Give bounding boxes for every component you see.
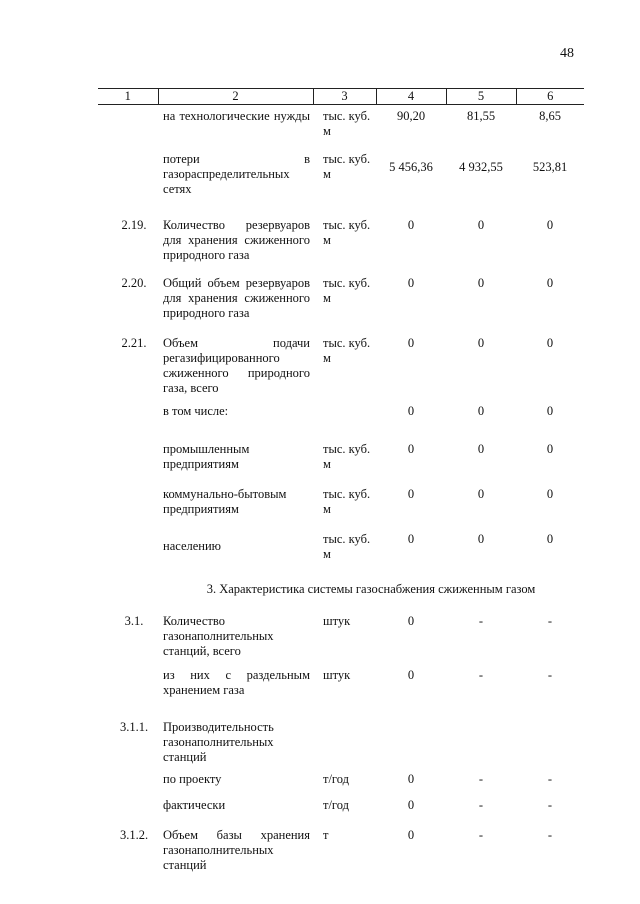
row-value-col4: 0 bbox=[407, 441, 415, 456]
row-number: 2.19. bbox=[121, 217, 147, 232]
row-value-col4: 5 456,36 bbox=[389, 159, 433, 174]
table-row bbox=[98, 404, 584, 434]
row-value-col4: 90,20 bbox=[396, 109, 426, 123]
row-value-col5: 0 bbox=[477, 441, 485, 456]
row-number bbox=[98, 152, 158, 208]
row-unit: тыс. куб. м bbox=[323, 531, 371, 561]
table-row bbox=[98, 766, 584, 794]
row-name: коммунально-бытовым предприятиям bbox=[163, 486, 287, 516]
row-number: 3.1.1. bbox=[119, 719, 149, 734]
row-name: из них с раздельным хранением газа bbox=[163, 667, 310, 697]
row-value-col6: 0 bbox=[546, 335, 554, 350]
row-number bbox=[98, 434, 158, 479]
row-value-col4: 0 bbox=[407, 827, 415, 842]
table-row bbox=[98, 710, 584, 766]
row-value-col5: 0 bbox=[477, 486, 485, 501]
data-table bbox=[98, 88, 584, 874]
row-name: на технологические нужды bbox=[163, 109, 310, 123]
row-unit: т bbox=[323, 827, 329, 842]
row-unit: т/год bbox=[323, 797, 350, 812]
header-col-6: 6 bbox=[516, 89, 584, 105]
row-number bbox=[98, 105, 158, 152]
row-value-col4: 0 bbox=[407, 486, 415, 501]
row-value-col6: 523,81 bbox=[532, 159, 568, 174]
table-row bbox=[98, 524, 584, 568]
row-value-col4 bbox=[376, 710, 446, 766]
row-number: 3.1.2. bbox=[119, 827, 149, 842]
row-value-col4: 0 bbox=[407, 217, 415, 232]
header-col-2: 2 bbox=[158, 89, 313, 105]
row-number: 2.21. bbox=[121, 335, 147, 350]
row-unit: т/год bbox=[323, 771, 350, 786]
table-row bbox=[98, 434, 584, 479]
row-value-col6: - bbox=[547, 771, 553, 786]
page-number: 48 bbox=[560, 46, 574, 61]
table-row bbox=[98, 610, 584, 668]
header-col-3: 3 bbox=[313, 89, 376, 105]
row-number: 3.1. bbox=[124, 613, 144, 628]
row-unit bbox=[313, 710, 376, 766]
row-value-col6: 0 bbox=[546, 531, 554, 546]
row-number bbox=[98, 404, 158, 434]
row-value-col4: 0 bbox=[407, 531, 415, 546]
row-value-col5: 0 bbox=[477, 275, 485, 290]
row-value-col5: 4 932,55 bbox=[459, 159, 503, 174]
section-3-title: 3. Характеристика системы газоснабжения сжиженным газом bbox=[206, 581, 536, 596]
row-value-col6: - bbox=[547, 613, 553, 628]
row-value-col6: 0 bbox=[546, 217, 554, 232]
row-unit: тыс. куб. м bbox=[323, 486, 371, 516]
table-header-row bbox=[98, 89, 584, 105]
row-value-col4: 0 bbox=[407, 771, 415, 786]
row-value-col6: - bbox=[547, 827, 553, 842]
row-unit: тыс. куб. м bbox=[323, 335, 371, 365]
row-value-col5: - bbox=[478, 613, 484, 628]
row-name: Количество газонаполнительных станций, всего bbox=[163, 613, 274, 658]
row-unit: тыс. куб. м bbox=[323, 217, 371, 247]
row-value-col4: 0 bbox=[407, 335, 415, 350]
row-value-col5: - bbox=[478, 771, 484, 786]
row-name: промышленным предприятиям bbox=[163, 441, 250, 471]
row-number bbox=[98, 794, 158, 824]
row-value-col6: 0 bbox=[546, 486, 554, 501]
table-row bbox=[98, 794, 584, 824]
row-value-col4: 0 bbox=[407, 275, 415, 290]
table-row bbox=[98, 266, 584, 326]
row-name: фактически bbox=[163, 797, 226, 812]
row-value-col5: 0 bbox=[477, 403, 485, 418]
row-value-col4: 0 bbox=[407, 667, 415, 682]
row-value-col5: 81,55 bbox=[466, 109, 496, 123]
table-row bbox=[98, 326, 584, 404]
row-value-col5: - bbox=[478, 797, 484, 812]
row-value-col4: 0 bbox=[407, 403, 415, 418]
table-row bbox=[98, 668, 584, 710]
table-row bbox=[98, 208, 584, 266]
table-row bbox=[98, 152, 584, 208]
row-value-col4: 0 bbox=[407, 613, 415, 628]
row-value-col4: 0 bbox=[407, 797, 415, 812]
row-value-col6: 0 bbox=[546, 275, 554, 290]
row-value-col6: 0 bbox=[546, 441, 554, 456]
row-name: по проекту bbox=[163, 771, 222, 786]
row-number bbox=[98, 766, 158, 794]
row-value-col5: 0 bbox=[477, 217, 485, 232]
row-name: Количество резервуаров для хранения сжиженного природного газа bbox=[163, 217, 310, 262]
header-col-5: 5 bbox=[446, 89, 516, 105]
row-number bbox=[98, 479, 158, 524]
header-col-1: 1 bbox=[98, 89, 158, 105]
row-unit: тыс. куб. м bbox=[323, 441, 371, 471]
row-unit: тыс. куб. м bbox=[323, 151, 371, 181]
row-value-col5: 0 bbox=[477, 531, 485, 546]
row-value-col6 bbox=[516, 710, 584, 766]
row-name: в том числе: bbox=[163, 403, 229, 418]
row-name: Объем базы хранения газонаполнительных станций bbox=[163, 827, 310, 872]
row-value-col6: 8,65 bbox=[539, 109, 561, 123]
row-value-col5 bbox=[446, 710, 516, 766]
table-row bbox=[98, 105, 584, 152]
row-name: населению bbox=[163, 538, 221, 553]
table-row bbox=[98, 824, 584, 874]
row-name: Производительность газонаполнительных станций bbox=[163, 719, 274, 764]
row-value-col5: - bbox=[478, 827, 484, 842]
row-unit: тыс. куб. м bbox=[323, 109, 371, 138]
row-value-col6: - bbox=[547, 797, 553, 812]
section-row bbox=[98, 568, 584, 610]
row-unit: штук bbox=[323, 667, 351, 682]
row-value-col6: - bbox=[547, 667, 553, 682]
row-unit bbox=[313, 404, 376, 434]
row-value-col5: 0 bbox=[477, 335, 485, 350]
row-value-col6: 0 bbox=[546, 403, 554, 418]
row-unit: тыс. куб. м bbox=[323, 275, 371, 305]
table-row bbox=[98, 479, 584, 524]
header-col-4: 4 bbox=[376, 89, 446, 105]
row-name: Объем подачи регазифицированного сжиженного природного газа, всего bbox=[163, 335, 310, 395]
row-value-col5: - bbox=[478, 667, 484, 682]
row-name: потери в газораспределительных сетях bbox=[163, 151, 310, 196]
row-number: 2.20. bbox=[121, 275, 147, 290]
row-unit: штук bbox=[323, 613, 351, 628]
row-name: Общий объем резервуаров для хранения сжиженного природного газа bbox=[163, 275, 310, 320]
row-number bbox=[98, 668, 158, 710]
row-number bbox=[98, 524, 158, 568]
